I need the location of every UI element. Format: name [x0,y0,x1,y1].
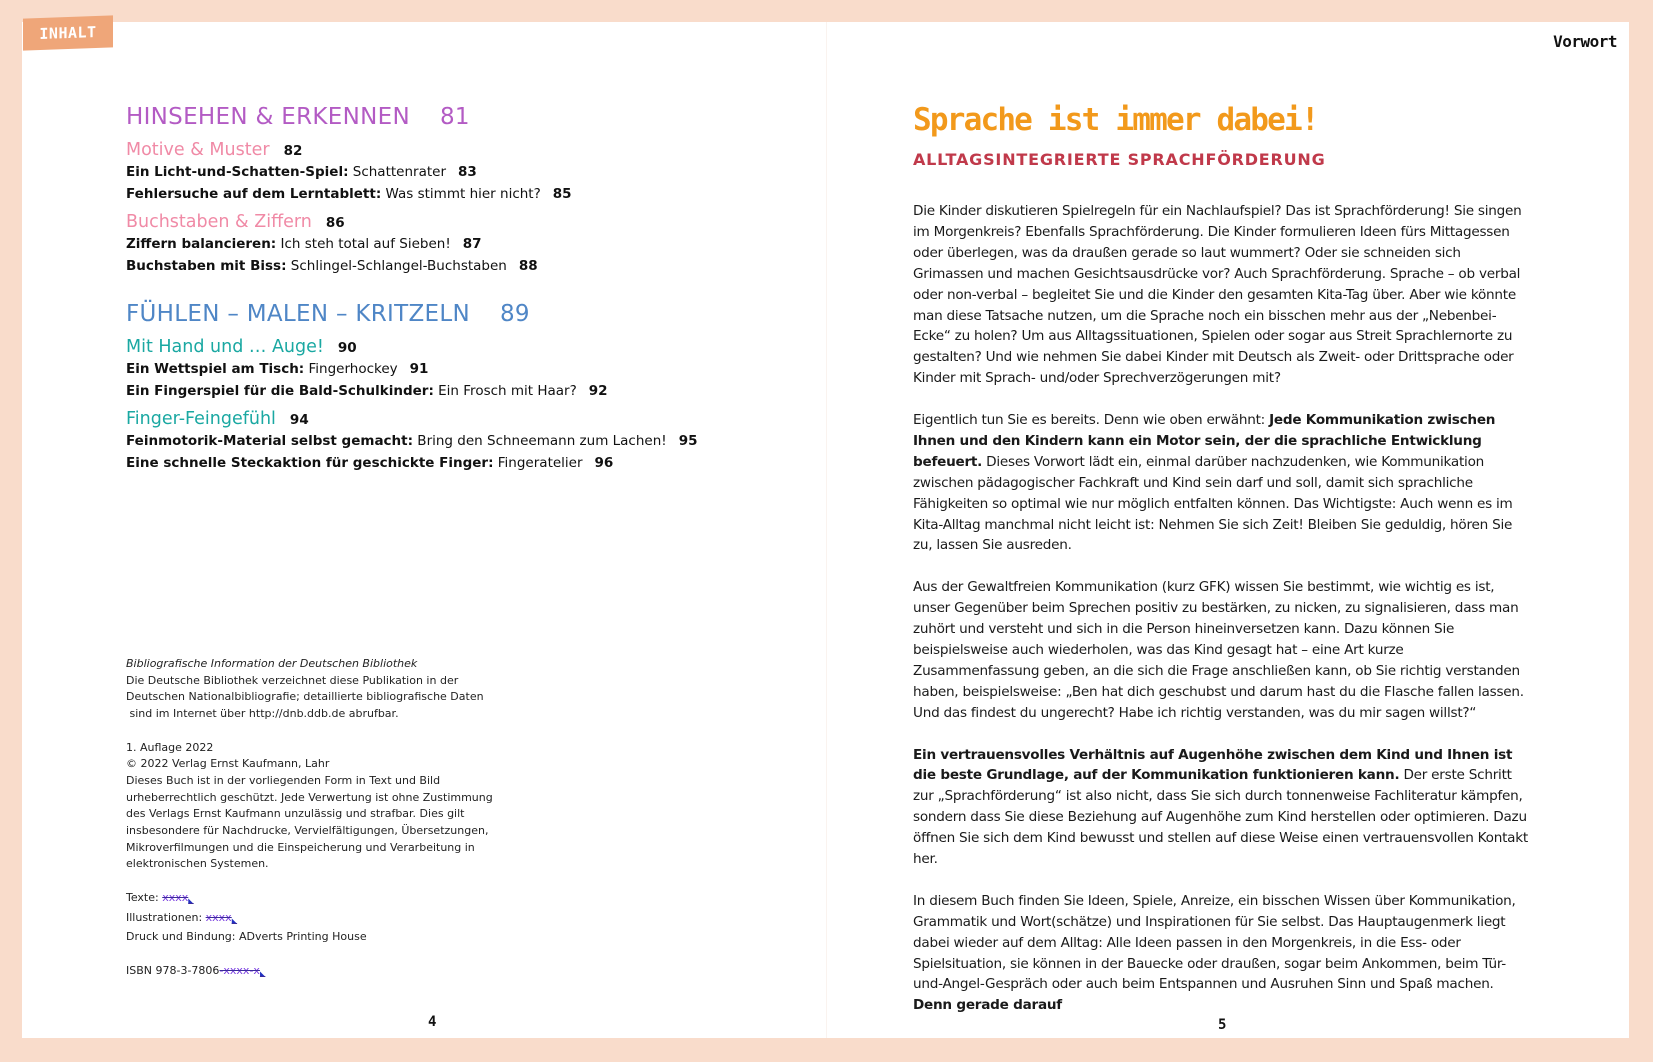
entry-page: 96 [594,455,614,471]
toc-chapter [126,409,746,474]
entry-title: Fingeratelier [493,455,583,471]
texte-redacted: xxxx ◣ [162,891,193,904]
toc-chapter [126,212,746,277]
paragraph-text: Der erste Schritt zur „Sprachförderung“ ist also nicht, dass Sie sich durch tonnenweise Fachliteratur kämpfen, sondern dass Sie diese Beziehung auf Augenhöhe zum Kind herstellen oder optimieren. Dazu öffnen Sie sich dem Kind bewusst und stellen auf diese Weise einen vertrauensvollen Kontakt her. [913,767,1528,868]
entry-lead: Eine schnelle Steckaktion für geschickte Finger: [126,455,494,471]
toc-entry[interactable] [126,358,746,380]
isbn-label: ISBN 978-3-7806 [126,963,220,977]
rights-line: Mikroverfilmungen und die Einspeicherung und Verarbeitung in [126,840,475,854]
vorwort-section [913,102,1528,1037]
chapter-page: 86 [325,215,345,231]
biblio-line: Die Deutsche Bibliothek verzeichnet diese Publikation in der [126,673,459,687]
toc-chapter-heading[interactable] [126,140,746,160]
copyright: © 2022 Verlag Ernst Kaufmann, Lahr [126,757,330,771]
vorwort-body [913,201,1528,1016]
toc-entry[interactable] [126,380,746,402]
rights-line: elektronischen Systemen. [126,857,269,871]
entry-page: 85 [552,186,572,202]
entry-lead: Buchstaben mit Biss: [126,258,287,274]
page-subtitle: ALLTAGSINTEGRIERTE SPRACHFÖRDERUNG [913,150,1326,169]
entry-lead: Ein Licht-und-Schatten-Spiel: [126,164,349,180]
toc-entry[interactable] [126,233,746,255]
paragraph-text: Eigentlich tun Sie es bereits. Denn wie oben erwähnt: [913,412,1270,429]
toc-chapter-heading[interactable] [126,337,746,357]
entry-page: 88 [518,258,538,274]
table-of-contents [126,104,746,498]
toc-part [126,104,746,277]
inhalt-tab-label: INHALT [39,23,97,43]
isbn-redacted: -xxxx-x ◣ [219,964,265,977]
rights-line: insbesondere für Nachdrucke, Vervielfältigungen, Übersetzungen, [126,824,489,838]
entry-title: Was stimmt hier nicht? [381,186,541,202]
entry-page: 91 [409,361,429,377]
chapter-title: Buchstaben & Ziffern [126,212,312,232]
running-head: Vorwort [1553,32,1617,51]
biblio-heading: Bibliografische Information der Deutschen Bibliothek [126,657,418,670]
paragraph-emphasis: Denn gerade darauf [913,997,1062,1014]
entry-page: 95 [678,433,698,449]
entry-title: Ein Frosch mit Haar? [433,383,577,399]
toc-chapter-heading[interactable] [126,212,746,232]
toc-entry[interactable] [126,430,746,452]
chapter-title: Mit Hand und … Auge! [126,337,324,357]
chapter-page: 90 [337,340,357,356]
toc-part-heading[interactable] [126,104,746,130]
page-number-left: 4 [428,1014,437,1030]
inhalt-tab[interactable] [23,15,113,50]
page-gutter [826,22,827,1038]
entry-title: Bring den Schneemann zum Lachen! [413,433,667,449]
page-title: Sprache ist immer dabei! [913,102,1318,138]
paragraph-emphasis: Ein vertrauensvolles Verhältnis auf Augenhöhe zwischen dem Kind und Ihnen ist die beste Grundlage, auf der Kommunikation funktionieren kann. [913,746,1513,784]
toc-part [126,301,746,474]
toc-entry[interactable] [126,452,746,474]
toc-entry[interactable] [126,183,746,205]
paragraph: Aus der Gewaltfreien Kommunikation (kurz GFK) wissen Sie bestimmt, wie wichtig es ist, unser Gegenüber beim Sprechen positiv zu bestärken, zu nicken, zu signalisieren, dass man zuhört und versteht und sich in die Person hineinversetzen kann. Dazu können Sie beispielsweise auch wiederholen, was das Kind gesagt hat – eine Art kurze Zusammenfassung geben, an die sich die Frage anschließen kann, ob Sie richtig verstanden haben, beispielsweise: „Ben hat dich geschubst und darum hast du die Flasche fallen lassen. Und das findest du ungerecht? Habe ich richtig verstanden, was du mir sagen willst?“ [913,579,1524,721]
illustrationen-redacted: xxxx ◣ [206,911,237,924]
entry-page: 87 [462,236,482,252]
rights-line: des Verlags Ernst Kaufmann unzulässig und strafbar. Dies gilt [126,807,465,821]
toc-chapter [126,337,746,402]
paragraph-text: Dieses Vorwort lädt ein, einmal darüber nachzudenken, wie Kommunikation zwischen pädagogischer Fachkraft und Kind sein darf und soll, damit sich sprachliche Fähigkeiten so optimal wie nur möglich entfalten können. Das Wichtigste: Auch wenn es im Kita-Alltag manchmal nicht leicht ist: Nehmen Sie sich Zeit! Bleiben Sie geduldig, hören Sie zu, lassen Sie ausreden. [913,453,1513,554]
paragraph [913,891,1528,1016]
rights-line: Dieses Buch ist in der vorliegenden Form in Text und Bild [126,773,441,787]
toc-chapter [126,140,746,205]
page-number-right: 5 [1218,1017,1227,1033]
toc-entry[interactable] [126,161,746,183]
paragraph [913,410,1528,556]
chapter-title: Motive & Muster [126,140,270,160]
entry-title: Fingerhockey [304,361,398,377]
paragraph-emphasis: Jede Kommunikation zwischen Ihnen und den Kindern kann ein Motor sein, der die sprachliche Entwicklung befeuert. [913,412,1496,470]
entry-lead: Feinmotorik-Material selbst gemacht: [126,433,414,449]
entry-lead: Ein Wettspiel am Tisch: [126,361,305,377]
entry-title: Schlingel-Schlangel-Buchstaben [286,258,507,274]
part-page: 81 [439,104,470,130]
chapter-page: 94 [289,412,309,428]
entry-title: Ich steh total auf Sieben! [276,236,451,252]
entry-lead: Ein Fingerspiel für die Bald-Schulkinder: [126,383,434,399]
imprint [126,656,526,999]
biblio-line: sind im Internet über http://dnb.ddb.de abrufbar. [126,707,399,721]
entry-page: 92 [588,383,608,399]
part-title: FÜHLEN – MALEN – KRITZELN [126,301,470,327]
part-title: HINSEHEN & ERKENNEN [126,104,410,130]
paragraph: Die Kinder diskutieren Spielregeln für ein Nachlaufspiel? Das ist Sprachförderung! Sie singen im Morgenkreis? Ebenfalls Sprachförderung. Die Kinder formulieren Ideen fürs Mittagessen oder überlegen, was da draußen gerade so laut wummert? Oder sie schneiden sich Grimassen und machen Gesichtsausdrücke vor? Auch Sprachförderung. Sprache – ob verbal oder non-verbal – begleitet Sie und die Kinder den gesamten Kita-Tag über. Aber wie könnte man diese Tatsache nutzen, um die Sprache noch ein bisschen mehr aus der „Nebenbei-Ecke“ zu holen? Um aus Alltagssituationen, Spielen oder sogar aus Streit Sprachlernorte zu gestalten? Und wie nehmen Sie dabei Kinder mit Deutsch als Zweit- oder Drittsprache oder Kinder mit Sprach- und/oder Sprechverzögerungen mit? [913,203,1522,387]
entry-lead: Ziffern balancieren: [126,236,277,252]
rights-line: urheberrechtlich geschützt. Jede Verwertung ist ohne Zustimmung [126,790,493,804]
edition: 1. Auflage 2022 [126,740,214,754]
toc-entry[interactable] [126,255,746,277]
druck-line: Druck und Bindung: ADverts Printing House [126,930,367,944]
chapter-page: 82 [283,143,303,159]
paragraph-text: In diesem Buch finden Sie Ideen, Spiele, Anreize, ein bisschen Wissen über Kommunikation, Grammatik und Wort(schätze) und Inspirationen für Sie selbst. Das Hauptaugenmerk liegt dabei wieder auf dem Alltag: Alle Ideen passen in den Morgenkreis, in die Ess- oder Spielsituation, sie können in der Bauecke oder draußen, sogar beim Ankommen, beim Tür-und-Angel-Gespräch oder auch beim Entspannen und Ausruhen Sinn und Spaß machen. [913,892,1516,993]
part-page: 89 [500,301,530,327]
entry-page: 83 [458,164,477,180]
chapter-title: Finger-Feingefühl [126,409,276,429]
texte-label: Texte: [126,890,163,904]
paragraph [913,745,1528,870]
toc-chapter-heading[interactable] [126,409,746,429]
biblio-line: Deutschen Nationalbibliografie; detaillierte bibliografische Daten [126,690,484,704]
toc-part-heading[interactable] [126,301,746,327]
entry-lead: Fehlersuche auf dem Lerntablett: [126,186,382,202]
entry-title: Schattenrater [348,164,447,180]
illustrationen-label: Illustrationen: [126,910,206,924]
